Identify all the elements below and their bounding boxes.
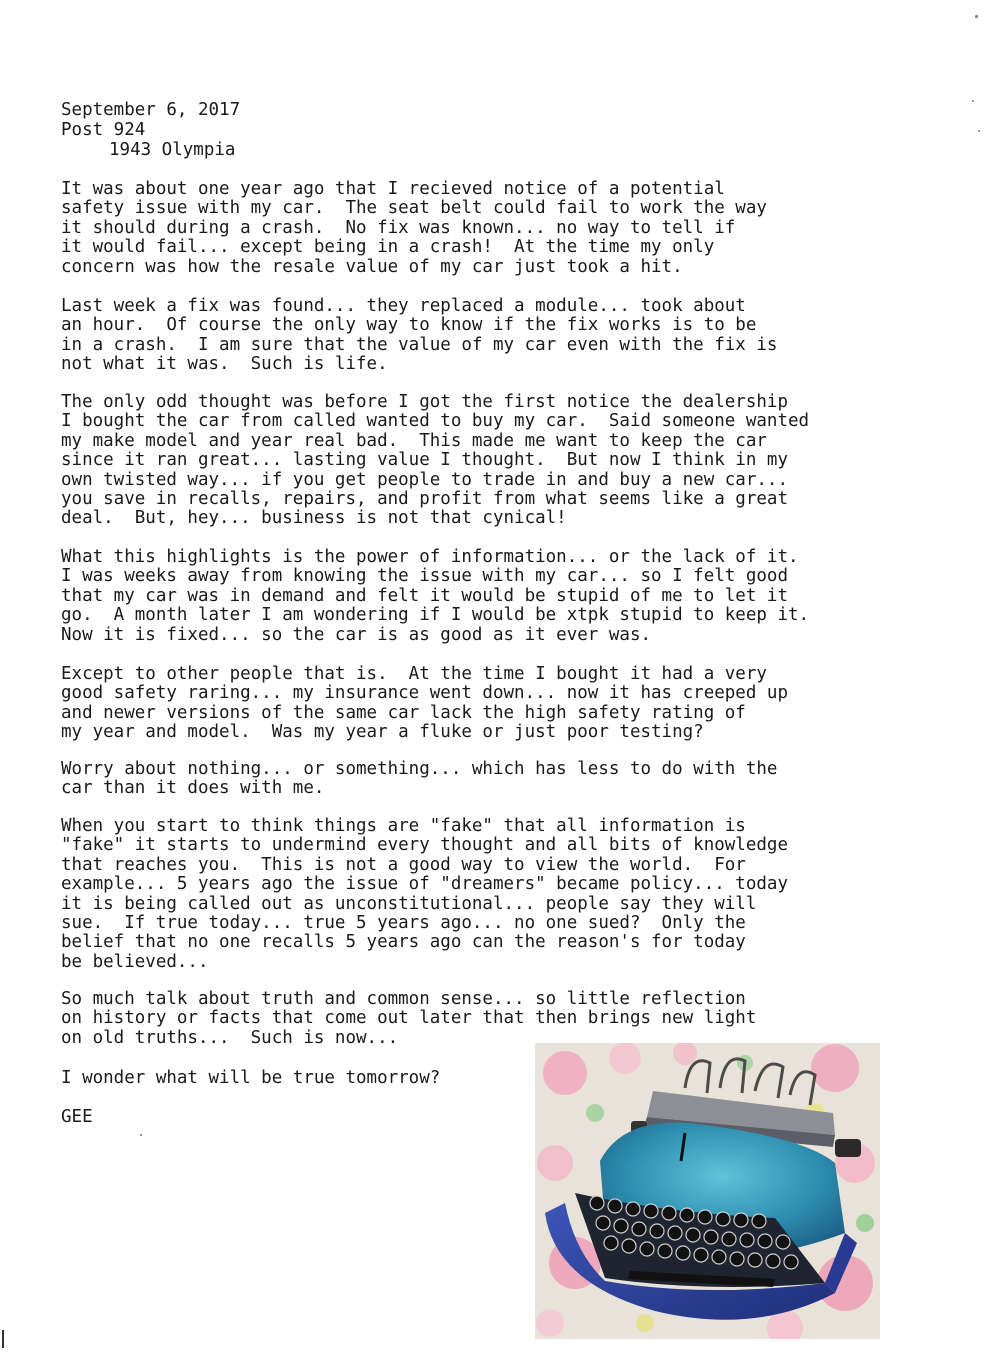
text-line: go. A month later I am wondering if I would be xtpk stupid to keep it.: [61, 605, 810, 626]
text-line: you save in recalls, repairs, and profit from what seems like a great: [61, 489, 788, 510]
text-line: When you start to think things are "fake" that all information is: [61, 816, 746, 836]
scan-speck: [972, 100, 974, 102]
paragraph-1: [61, 180, 767, 277]
signature-initials: [61, 1108, 93, 1127]
scan-edge-mark: [2, 1330, 4, 1348]
typewriter-model: 1943 Olympia: [109, 140, 236, 160]
text-line: on old truths... Such is now...: [61, 1027, 399, 1048]
paragraph-5: [61, 665, 788, 743]
text-line: Now it is fixed... so the car is as good as it ever was.: [61, 624, 652, 645]
text-line: So much talk about truth and common sense... so little reflection: [61, 989, 746, 1009]
text-line: since it ran great... lasting value I thought. But now I think in my: [61, 450, 788, 471]
text-line: Worry about nothing... or something... which has less to do with the: [61, 759, 778, 779]
paragraph-8: [61, 990, 756, 1048]
scan-speck: [978, 130, 980, 132]
paragraph-7: [61, 817, 788, 972]
typewriter-photo: [535, 1043, 880, 1339]
letter-header: [61, 100, 240, 160]
text-line: on history or facts that come out later that then brings new light: [61, 1008, 757, 1029]
text-line: The only odd thought was before I got the first notice the dealership: [61, 392, 788, 412]
text-line: belief that no one recalls 5 years ago can the reason's for today: [61, 932, 746, 953]
text-line: What this highlights is the power of information... or the lack of it.: [61, 547, 799, 567]
post-number: Post 924: [61, 120, 146, 140]
text-line: I bought the car from called wanted to buy my car. Said someone wanted: [61, 411, 810, 432]
text-line: Last week a fix was found... they replaced a module... took about: [61, 296, 746, 316]
text-line: my year and model. Was my year a fluke or just poor testing?: [61, 722, 704, 743]
text-line: Except to other people that is. At the time I bought it had a very: [61, 664, 767, 684]
text-line: good safety raring... my insurance went down... now it has creeped up: [61, 683, 788, 704]
text-line: an hour. Of course the only way to know if the fix works is to be: [61, 315, 757, 336]
text-line: safety issue with my car. The seat belt could fail to work the way: [61, 198, 767, 219]
letter-date: September 6, 2017: [61, 100, 241, 120]
text-line: it would fail... except being in a crash! At the time my only: [61, 237, 715, 258]
text-line: it should during a crash. No fix was known... no way to tell if: [61, 217, 736, 238]
text-line: that reaches you. This is not a good way to view the world. For: [61, 854, 746, 875]
text-line: car than it does with me.: [61, 778, 325, 799]
text-line: "fake" it starts to undermind every thought and all bits of knowledge: [61, 835, 788, 856]
text-line: and newer versions of the same car lack the high safety rating of: [61, 702, 746, 723]
paragraph-3: [61, 393, 809, 529]
typewriter-illustration: [535, 1043, 880, 1339]
scan-speck: [975, 15, 978, 18]
text-line: be believed...: [61, 951, 209, 972]
text-line: it is being called out as unconstitutional... people say they will: [61, 893, 757, 914]
text-line: not what it was. Such is life.: [61, 354, 388, 375]
text-line: It was about one year ago that I recieved notice of a potential: [61, 179, 725, 199]
text-line: example... 5 years ago the issue of "dreamers" became policy... today: [61, 874, 788, 895]
text-line: I wonder what will be true tomorrow?: [61, 1068, 441, 1088]
scan-speck: [140, 1134, 142, 1136]
text-line: deal. But, hey... business is not that cynical!: [61, 508, 567, 529]
signature-text: GEE: [61, 1107, 93, 1127]
paragraph-2: [61, 297, 777, 375]
paragraph-4: [61, 548, 809, 645]
text-line: sue. If true today... true 5 years ago... no one sued? Only the: [61, 913, 746, 934]
paragraph-6: [61, 760, 777, 799]
paragraph-closing-question: [61, 1069, 440, 1088]
text-line: that my car was in demand and felt it would be stupid of me to let it: [61, 585, 788, 606]
text-line: I was weeks away from knowing the issue with my car... so I felt good: [61, 566, 788, 587]
text-line: concern was how the resale value of my car just took a hit.: [61, 256, 683, 277]
text-line: my make model and year real bad. This made me want to keep the car: [61, 430, 767, 451]
text-line: in a crash. I am sure that the value of my car even with the fix is: [61, 334, 778, 355]
text-line: own twisted way... if you get people to trade in and buy a new car...: [61, 469, 788, 490]
